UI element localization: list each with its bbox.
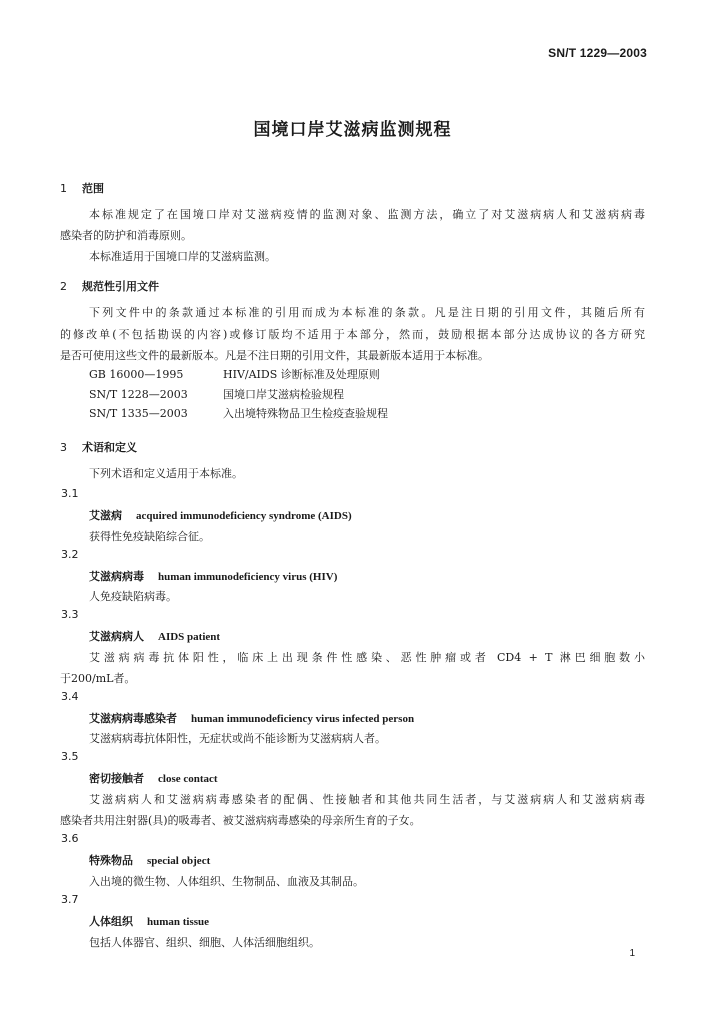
term-definition: 艾滋病病人和艾滋病病毒感染者的配偶、性接触者和其他共同生活者，与艾滋病病人和艾滋病病毒 xyxy=(89,793,645,806)
term-chinese: 人体组织 xyxy=(89,915,133,928)
reference-code: GB 16000—1995 xyxy=(89,368,184,381)
term-chinese: 艾滋病病毒 xyxy=(89,570,144,583)
term-definition: 入出境的微生物、人体组织、生物制品、血液及其制品。 xyxy=(89,875,364,888)
term-chinese: 特殊物品 xyxy=(89,854,133,867)
section-1-para2: 本标准适用于国境口岸的艾滋病监测。 xyxy=(89,250,276,263)
term-number: 3.3 xyxy=(61,608,79,621)
section-1-heading xyxy=(60,180,104,196)
section-number: 1 xyxy=(60,182,67,195)
term-heading xyxy=(89,628,220,644)
term-english: acquired immunodeficiency syndrome (AIDS) xyxy=(136,510,352,522)
term-definition: 艾滋病病毒抗体阳性，临床上出现条件性感染、恶性肿瘤或者 CD4 + T 淋巴细胞数小 xyxy=(89,651,645,664)
term-chinese: 艾滋病 xyxy=(89,509,122,522)
section-1-para1-line1: 本标准规定了在国境口岸对艾滋病疫情的监测对象、监测方法，确立了对艾滋病病人和艾滋病病毒 xyxy=(89,208,645,221)
section-2-para-line3: 是否可使用这些文件的最新版本。凡是不注日期的引用文件，其最新版本适用于本标准。 xyxy=(60,349,489,362)
term-number: 3.5 xyxy=(61,750,79,763)
reference-code: SN/T 1228—2003 xyxy=(89,388,188,401)
term-number: 3.7 xyxy=(61,893,79,906)
term-heading xyxy=(89,852,210,868)
section-2-para-line1: 下列文件中的条款通过本标准的引用而成为本标准的条款。凡是注日期的引用文件，其随后所有 xyxy=(89,306,645,319)
reference-title: 入出境特殊物品卫生检疫查验规程 xyxy=(223,407,388,420)
page-title: 国境口岸艾滋病监测规程 xyxy=(253,120,452,140)
section-3-heading xyxy=(60,439,137,455)
section-2-heading xyxy=(60,278,159,294)
term-number: 3.1 xyxy=(61,487,79,500)
reference-code: SN/T 1335—2003 xyxy=(89,407,188,420)
section-heading-text: 术语和定义 xyxy=(82,441,137,454)
section-3-intro: 下列术语和定义适用于本标准。 xyxy=(89,467,243,480)
term-definition: 包括人体器官、组织、细胞、人体活细胞组织。 xyxy=(89,936,320,949)
section-heading-text: 规范性引用文件 xyxy=(82,280,159,293)
section-heading-text: 范围 xyxy=(82,182,104,195)
term-heading xyxy=(89,913,209,929)
term-definition: 艾滋病病毒抗体阳性，无症状或尚不能诊断为艾滋病病人者。 xyxy=(89,732,386,745)
reference-item xyxy=(89,386,344,402)
term-number: 3.6 xyxy=(61,832,79,845)
term-chinese: 艾滋病病毒感染者 xyxy=(89,712,177,725)
term-number: 3.2 xyxy=(61,548,79,561)
term-definition-cont: 感染者共用注射器(具)的吸毒者、被艾滋病病毒感染的母亲所生育的子女。 xyxy=(60,814,421,827)
term-chinese: 密切接触者 xyxy=(89,772,144,785)
reference-title: 国境口岸艾滋病检验规程 xyxy=(223,388,344,401)
term-english: close contact xyxy=(158,773,218,785)
page-number: 1 xyxy=(629,948,635,959)
reference-title: HIV/AIDS 诊断标准及处理原则 xyxy=(223,368,380,381)
section-1-para1-line2: 感染者的防护和消毒原则。 xyxy=(60,229,192,242)
term-definition: 人免疫缺陷病毒。 xyxy=(89,590,177,603)
section-2-para-line2: 的修改单(不包括勘误的内容)或修订版均不适用于本部分，然而，鼓励根据本部分达成协议的各方研究 xyxy=(60,328,645,341)
reference-item xyxy=(89,366,380,382)
term-english: AIDS patient xyxy=(158,631,221,643)
term-number: 3.4 xyxy=(61,690,79,703)
standard-code: SN/T 1229—2003 xyxy=(548,46,647,60)
section-number: 2 xyxy=(60,280,67,293)
term-heading xyxy=(89,568,337,584)
term-definition-cont: 于200/mL者。 xyxy=(60,672,136,685)
term-chinese: 艾滋病病人 xyxy=(89,630,144,643)
term-heading xyxy=(89,770,218,786)
term-english: human immunodeficiency virus (HIV) xyxy=(158,571,338,583)
term-english: human tissue xyxy=(147,916,210,928)
term-definition: 获得性免疫缺陷综合征。 xyxy=(89,530,210,543)
reference-item xyxy=(89,405,388,421)
term-heading xyxy=(89,507,352,523)
term-english: human immunodeficiency virus infected person xyxy=(191,713,415,725)
term-english: special object xyxy=(147,855,211,867)
term-heading xyxy=(89,710,414,726)
section-number: 3 xyxy=(60,441,67,454)
